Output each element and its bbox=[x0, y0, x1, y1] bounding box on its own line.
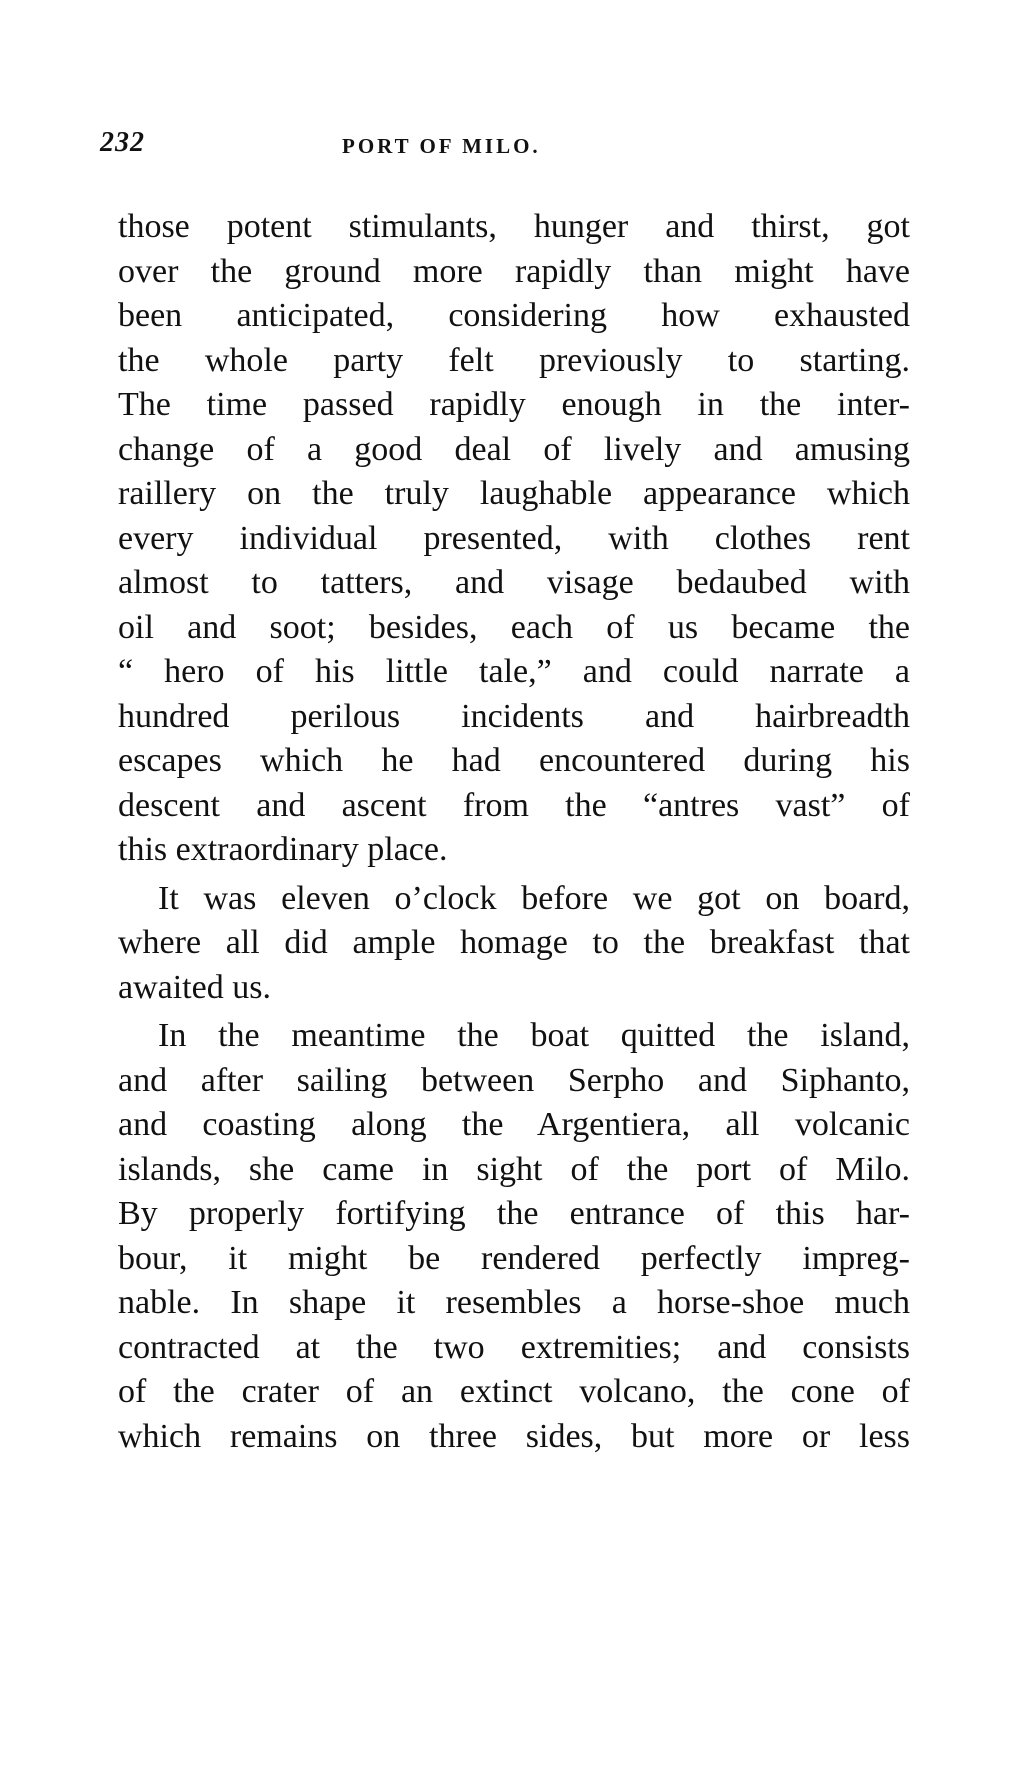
paragraph-1 bbox=[118, 205, 910, 873]
text-line: bour, it might be rendered perfectly impreg- bbox=[118, 1239, 910, 1277]
text-line: where all did ample homage to the breakfast that bbox=[118, 924, 910, 961]
text-line: every individual presented, with clothes rent bbox=[118, 519, 910, 557]
text-line: descent and ascent from the “antres vast” of bbox=[118, 786, 910, 824]
text-line: those potent stimulants, hunger and thirst, got bbox=[118, 208, 910, 245]
paragraph-3 bbox=[118, 1014, 910, 1459]
text-line: which remains on three sides, but more or less bbox=[118, 1417, 910, 1455]
text-line: oil and soot; besides, each of us became the bbox=[118, 608, 910, 646]
text-line: “ hero of his little tale,” and could narrate a bbox=[118, 653, 910, 690]
text-line: almost to tatters, and visage bedaubed with bbox=[118, 564, 910, 601]
text-line: awaited us. bbox=[118, 968, 271, 1006]
text-line: contracted at the two extremities; and consists bbox=[118, 1328, 910, 1366]
text-line: been anticipated, considering how exhausted bbox=[118, 297, 910, 334]
body-text bbox=[118, 205, 910, 1459]
text-line: hundred perilous incidents and hairbreadth bbox=[118, 697, 910, 735]
text-line: In the meantime the boat quitted the island, bbox=[158, 1017, 910, 1054]
text-line: The time passed rapidly enough in the inter- bbox=[118, 386, 910, 423]
text-line: the whole party felt previously to starting. bbox=[118, 341, 910, 379]
text-line: By properly fortifying the entrance of this har- bbox=[118, 1195, 910, 1232]
text-line: escapes which he had encountered during his bbox=[118, 742, 910, 779]
running-title: PORT OF MILO. bbox=[342, 134, 541, 158]
text-line: islands, she came in sight of the port of Milo. bbox=[118, 1150, 910, 1188]
text-line: and coasting along the Argentiera, all volcanic bbox=[118, 1106, 910, 1143]
text-line: over the ground more rapidly than might have bbox=[118, 252, 910, 290]
text-line: this extraordinary place. bbox=[118, 831, 448, 868]
text-line: and after sailing between Serpho and Siphanto, bbox=[118, 1061, 910, 1099]
text-line: nable. In shape it resembles a horse-shoe much bbox=[118, 1284, 910, 1321]
text-line: It was eleven o’clock before we got on board, bbox=[158, 879, 910, 917]
page-header bbox=[100, 127, 930, 167]
text-line: of the crater of an extinct volcano, the cone of bbox=[118, 1373, 910, 1410]
page-number: 232 bbox=[100, 127, 145, 158]
text-line: change of a good deal of lively and amusing bbox=[118, 430, 910, 468]
paragraph-2 bbox=[118, 877, 910, 1011]
text-line: raillery on the truly laughable appearance which bbox=[118, 475, 910, 512]
